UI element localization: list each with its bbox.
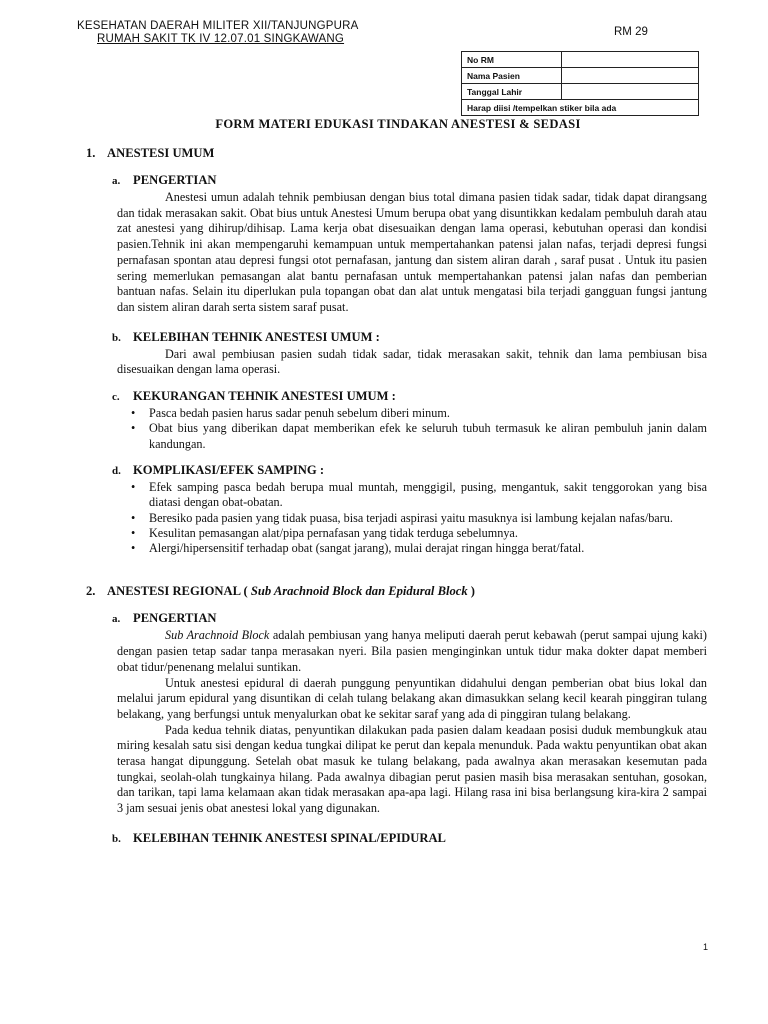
birth-date-field[interactable] (562, 84, 699, 100)
paragraph (117, 347, 707, 378)
paragraph (117, 190, 707, 316)
subsection-title: KELEBIHAN TEHNIK ANESTESI UMUM : (133, 329, 380, 344)
patient-row-note (462, 100, 699, 116)
subsection-title: KEKURANGAN TEHNIK ANESTESI UMUM : (133, 389, 396, 404)
section-number: 2. (86, 584, 96, 599)
sticker-note: Harap diisi /tempelkan stiker bila ada (462, 100, 699, 116)
subsection-heading (112, 173, 768, 188)
hospital-name: RUMAH SAKIT TK IV 12.07.01 SINGKAWANG (97, 33, 345, 45)
bullet-list (131, 480, 707, 556)
patient-name-field[interactable] (562, 68, 699, 84)
field-label: Tanggal Lahir (462, 84, 562, 100)
paragraph-text: adalah pembiusan yang hanya meliputi daerah perut kebawah (perut sampai ujung kaki) dengan pasien tetap sadar tanpa merasakan nyeri. Bila pasien menginginkan untuk tidur maka dokter dapat memberi obat tidur/penenang melalui suntikan. (117, 628, 707, 674)
list-item (131, 406, 707, 421)
subsection-letter: a. (112, 613, 121, 626)
field-label: No RM (462, 52, 562, 68)
subsection-letter: d. (112, 464, 121, 477)
list-item-text: Alergi/hipersensitif terhadap obat (sangat jarang), mulai derajat ringan hingga berat/fatal. (149, 541, 585, 556)
document-body (0, 117, 768, 848)
list-item-text: Pasca bedah pasien harus sadar penuh sebelum diberi minum. (149, 406, 450, 421)
list-item-text: Kesulitan pemasangan alat/pipa pernafasan yang tidak terduga sebelumnya. (149, 525, 518, 540)
bullet-icon: • (131, 479, 136, 494)
paragraph-text: Anestesi umun adalah tehnik pembiusan dengan bius total dimana pasien tidak sadar, tidak dapat dirangsang dan tidak merasakan sakit. Obat bius untuk Anestesi Umum berupa obat yang disuntikkan kedalam pembuluh darah atau zat anestesi yang dihirup/dihisap. Lama kerja obat disesuaikan dengan lama operasi, kebutuhan operasi dan kondisi pasien.Tehnik ini akan mempengaruhi kemampuan untuk mempertahankan patensi jalan nafas, terjadi depresi fungsi pernafasan spontan atau depresi fungsi otot pernafasan, jantung dan sistem aliran darah , saraf pusat . Untuk itu pasien sering memerlukan pemasangan alat bantu pernafasan untuk mempertahankan patensi jalan nafas dan pemberian bantuan nafas. Selain itu diperlukan pula topangan obat dan alat untuk mengatasi bila terjadi gangguan fungsi jantung dan sistem aliran darah serta sistem saraf pusat. (117, 190, 707, 314)
document-title: FORM MATERI EDUKASI TINDAKAN ANESTESI & SEDASI (215, 117, 581, 131)
bullet-icon: • (131, 421, 136, 436)
patient-row-dob (462, 84, 699, 100)
subsection-letter: b. (112, 832, 121, 845)
patient-id-box (461, 51, 699, 116)
section-title: ANESTESI UMUM (107, 146, 215, 160)
list-item-text: Efek samping pasca bedah berupa mual muntah, menggigil, pusing, mengantuk, sakit tenggorokan yang bisa diatasi dengan obat-obatan. (149, 479, 707, 510)
section-heading (86, 584, 768, 599)
no-rm-field[interactable] (562, 52, 699, 68)
paragraph (117, 676, 707, 723)
subsection-heading (112, 463, 768, 478)
list-item-text: Obat bius yang diberikan dapat memberikan efek ke seluruh tubuh termasuk ke aliran pembuluh janin dalam kandungan. (149, 421, 707, 451)
patient-row-name (462, 68, 699, 84)
subsection-letter: b. (112, 331, 121, 344)
list-item (131, 526, 707, 541)
list-item-text: Beresiko pada pasien yang tidak puasa, bisa terjadi aspirasi yaitu masuknya isi lambung kejalan nafas/baru. (149, 510, 673, 525)
paragraph-text: Dari awal pembiusan pasien sudah tidak sadar, tidak merasakan sakit, tehnik dan lama pembiusan bisa disesuaikan dengan lama operasi. (117, 346, 707, 377)
section-title-italic: Sub Arachnoid Block dan Epidural Block (250, 584, 468, 599)
section-title-prefix: ANESTESI REGIONAL ( (107, 584, 251, 599)
list-item (131, 511, 707, 526)
subsection-heading (112, 611, 768, 626)
subsection-title: KOMPLIKASI/EFEK SAMPING : (133, 462, 325, 477)
subsection-heading (112, 389, 768, 404)
subsection-title: PENGERTIAN (133, 173, 217, 187)
bullet-icon: • (131, 406, 136, 421)
paragraph (117, 628, 707, 675)
section-number: 1. (86, 146, 96, 160)
hospital-command-name: KESEHATAN DAERAH MILITER XII/TANJUNGPURA (77, 20, 359, 32)
list-item (131, 541, 707, 556)
bullet-list (131, 406, 707, 452)
subsection-letter: a. (112, 175, 121, 187)
subsection-title: KELEBIHAN TEHNIK ANESTESI SPINAL/EPIDURAL (133, 830, 446, 845)
bullet-icon: • (131, 510, 136, 525)
bullet-icon: • (131, 541, 136, 556)
paragraph-italic-term: Sub Arachnoid Block (165, 628, 270, 643)
form-code: RM 29 (614, 26, 648, 38)
paragraph (117, 723, 707, 817)
paragraph-text: Untuk anestesi epidural di daerah punggung penyuntikan didahului dengan pemberian obat bius lokal dan melalui jarum epidural yang disuntikan di celah tulang belakang akan dimasukkan selang kecil kearah pinggiran tulang belakang, yang berfungsi untuk menyalurkan obat ke sekitar saraf yang ada di pinggiran tulang belakang. (117, 675, 707, 721)
page-number: 1 (703, 942, 709, 952)
list-item (131, 480, 707, 511)
patient-row-rm (462, 52, 699, 68)
section-title-suffix: ) (467, 584, 475, 599)
subsection-title: PENGERTIAN (133, 611, 217, 626)
subsection-heading (112, 831, 768, 846)
subsection-heading (112, 330, 768, 345)
list-item (131, 421, 707, 452)
subsection-letter: c. (112, 391, 120, 404)
paragraph-text: Pada kedua tehnik diatas, penyuntikan dilakukan pada pasien dalam keadaan posisi duduk membungkuk atau miring kesalah satu sisi dengan kedua tungkai dilipat ke perut dan kepala menunduk. Pada waktu penyuntikan obat akan terasa hangat dipunggung. Setelah obat masuk ke tulang belakang, pada awalnya akan merasakan kesemutan pada tungkai, seolah-olah tungkainya hilang. Pada awalnya dibagian perut pasien masih bisa merasakan sentuhan, gosokan, dan tarikan, tapi lama kelamaan akan tidak merasakan apa-apa lagi. Hilang rasa ini bisa berlangsung kira-kira 2 sampai 3 jam sesuai jenis obat anestesi lokal yang digunakan. (117, 722, 707, 816)
bullet-icon: • (131, 525, 136, 540)
section-heading (86, 146, 768, 161)
field-label: Nama Pasien (462, 68, 562, 84)
